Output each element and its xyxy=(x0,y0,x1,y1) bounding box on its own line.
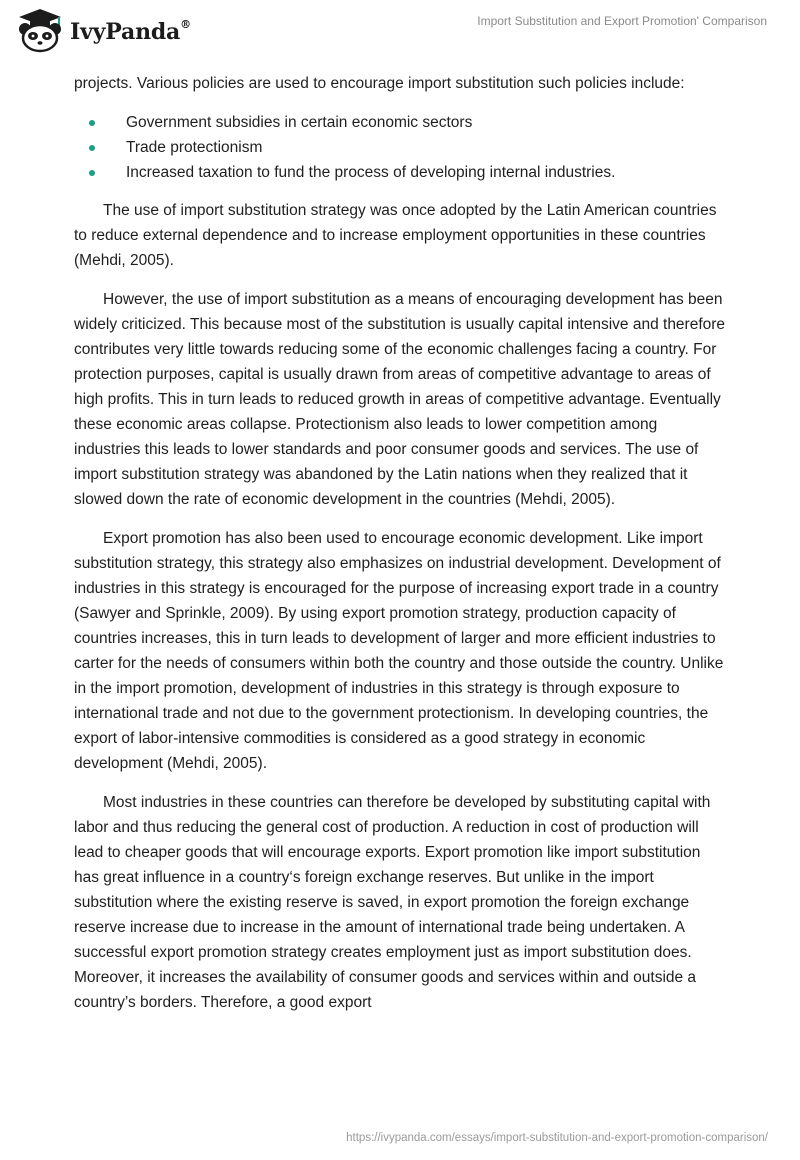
body-paragraph: Export promotion has also been used to encourage economic development. Like import substitution strategy, this strategy also emphasizes on industrial development. Development of industries in this strategy is encouraged for the purpose of increasing export trade in a country (Sawyer and Sprinkle, 2009). By using export promotion strategy, production capacity of countries increases, this in turn leads to development of larger and more efficient industries to carter for the needs of consumers within both the country and those outside the country. Unlike in the import promotion, development of industries in this strategy is through exposure to international trade and not due to the government protectionism. In developing countries, the export of labor-intensive commodities is considered as a good strategy in economic development (Mehdi, 2005). xyxy=(74,530,724,772)
ivypanda-logo[interactable] xyxy=(14,7,191,53)
bullet-dot-icon xyxy=(89,120,95,126)
bullet-dot-icon xyxy=(89,170,95,176)
list-item-text: Increased taxation to fund the process of developing internal industries. xyxy=(126,164,616,181)
panda-logo-icon xyxy=(14,7,66,53)
list-item xyxy=(74,135,726,160)
bullet-dot-icon xyxy=(89,145,95,151)
registered-mark: ® xyxy=(180,17,191,31)
body-paragraph: The use of import substitution strategy was once adopted by the Latin American countries to reduce external dependence and to increase employment opportunities in these countries (Mehdi, 2005). xyxy=(74,202,717,269)
policy-list xyxy=(74,110,726,185)
list-item xyxy=(74,110,726,135)
list-item xyxy=(74,160,726,185)
source-url[interactable]: https://ivypanda.com/essays/import-substitution-and-export-promotion-comparison/ xyxy=(346,1132,768,1144)
brand-name: IvyPanda® xyxy=(70,17,191,45)
body-paragraph: Most industries in these countries can therefore be developed by substituting capital with labor and thus reducing the general cost of production. A reduction in cost of production will lead to cheaper goods that will encourage exports. Export promotion like import substitution has great influence in a country‘s foreign exchange reserves. But unlike in the import substitution where the existing reserve is saved, in export promotion the foreign exchange reserve increase due to increase in the amount of international trade being undertaken. A successful export promotion strategy creates employment just as import substitution does. Moreover, it increases the availability of consumer goods and services within and outside a country’s borders. Therefore, a good export xyxy=(74,794,711,1011)
document-title: Import Substitution and Export Promotion' Comparison xyxy=(477,14,767,28)
page-header xyxy=(0,0,800,60)
list-item-text: Trade protectionism xyxy=(126,139,263,156)
list-item-text: Government subsidies in certain economic sectors xyxy=(126,114,473,131)
body-paragraph: However, the use of import substitution as a means of encouraging development has been widely criticized. This because most of the substitution is usually capital intensive and therefore contributes very little towards reducing some of the economic challenges facing a country. For protection purposes, capital is usually drawn from areas of competitive advantage to areas of high profits. This in turn leads to reduced growth in areas of competitive advantage. Eventually these economic areas collapse. Protectionism also leads to lower competition among industries this leads to lower standards and poor consumer goods and services. The use of import substitution strategy was abandoned by the Latin nations when they realized that it slowed down the rate of economic development in the countries (Mehdi, 2005). xyxy=(74,291,726,508)
essay-body xyxy=(74,71,726,1029)
intro-paragraph: projects. Various policies are used to encourage import substitution such policies include: xyxy=(74,75,685,92)
